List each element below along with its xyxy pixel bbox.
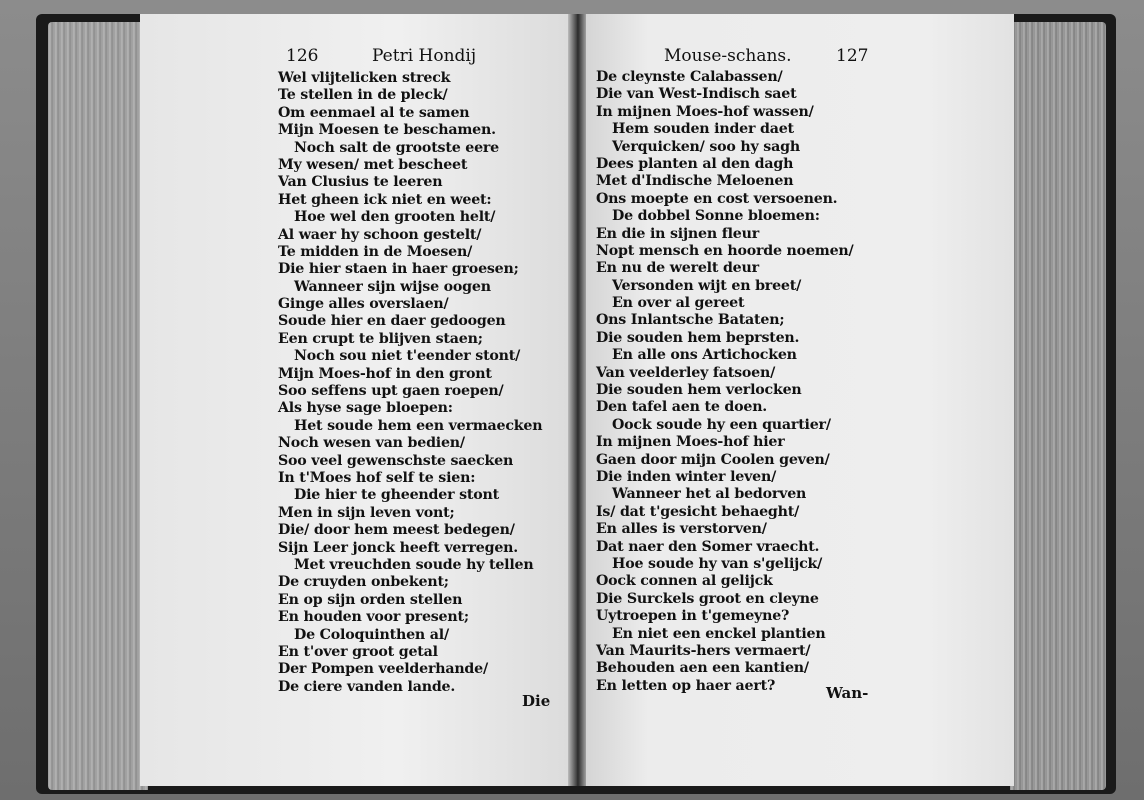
verse-line: Behouden aen een kantien/ [596, 660, 809, 677]
verse-line: Ons moepte en cost versoenen. [596, 190, 838, 207]
verse-line: En t'over groot getal [278, 643, 438, 660]
verse-line: En die in sijnen fleur [596, 225, 760, 242]
verse-line: Is/ dat t'gesicht behaeght/ [596, 503, 800, 520]
verse-line: Een crupt te blijven staen; [278, 330, 483, 347]
verse-line: De Coloquinthen al/ [294, 626, 449, 643]
left-page-number: 126 [286, 46, 319, 66]
verse-line: Als hyse sage bloepen: [278, 400, 453, 417]
verse-line: Te midden in de Moesen/ [278, 243, 473, 260]
verse-line: In mijnen Moes-hof hier [596, 434, 785, 451]
verse-line: En niet een enckel plantien [612, 625, 826, 642]
verse-line: Met d'Indische Meloenen [596, 173, 794, 190]
verse-line: En letten op haer aert? [596, 677, 776, 694]
verse-line: De dobbel Sonne bloemen: [612, 208, 820, 225]
verse-line: En houden voor present; [278, 609, 469, 626]
verse-line: Mijn Moes-hof in den gront [278, 365, 492, 382]
verse-line: Sijn Leer jonck heeft verregen. [278, 539, 518, 556]
verse-line: Mijn Moesen te beschamen. [278, 122, 496, 139]
verse-line: Der Pompen veelderhande/ [278, 661, 488, 678]
left-page-edges [48, 22, 148, 790]
verse-line: Soo veel gewenschste saecken [278, 452, 514, 469]
verse-line: Die/ door hem meest bedegen/ [278, 522, 515, 539]
verse-line: Van Clusius te leeren [278, 174, 443, 191]
verse-line: Te stellen in de pleck/ [278, 87, 448, 104]
right-verse-list [596, 69, 896, 695]
verse-line: Van veelderley fatsoen/ [596, 364, 776, 381]
verse-line: In mijnen Moes-hof wassen/ [596, 103, 814, 120]
verse-line: Uytroepen in t'gemeyne? [596, 608, 790, 625]
verse-line: Die Surckels groot en cleyne [596, 590, 819, 607]
verse-line: Het soude hem een vermaecken [294, 417, 543, 434]
verse-line: Hoe soude hy van s'gelijck/ [612, 555, 823, 572]
verse-line: Men in sijn leven vont; [278, 504, 455, 521]
verse-line: Gaen door mijn Coolen geven/ [596, 451, 830, 468]
verse-line: Die souden hem verlocken [596, 382, 802, 399]
verse-line: Die van West-Indisch saet [596, 86, 797, 103]
verse-line: En alle ons Artichocken [612, 347, 797, 364]
verse-line: Noch sou niet t'eender stont/ [294, 348, 521, 365]
verse-line: Wanneer het al bedorven [612, 486, 807, 503]
verse-line: Ginge alles overslaen/ [278, 296, 449, 313]
verse-line: Wel vlijtelicken streck [278, 70, 451, 86]
verse-line: De ciere vanden lande. [278, 678, 456, 695]
verse-line: Die souden hem beprsten. [596, 329, 800, 346]
verse-line: Noch wesen van bedien/ [278, 435, 465, 452]
right-catchword: Wan- [826, 684, 869, 702]
verse-line: En op sijn orden stellen [278, 591, 463, 608]
verse-line: Dees planten al den dagh [596, 155, 794, 172]
verse-line: Hoe wel den grooten helt/ [294, 209, 496, 226]
verse-line: Het gheen ick niet en weet: [278, 191, 492, 208]
verse-line: Dat naer den Somer vraecht. [596, 538, 820, 555]
verse-line: De cruyden onbekent; [278, 574, 449, 591]
verse-line: Met vreuchden soude hy tellen [294, 556, 534, 573]
left-catchword: Die [522, 692, 551, 710]
verse-line: My wesen/ met bescheet [278, 156, 468, 173]
verse-line: De cleynste Calabassen/ [596, 69, 783, 85]
verse-line: Van Maurits-hers vermaert/ [596, 642, 811, 659]
verse-line: Die inden winter leven/ [596, 468, 777, 485]
verse-line: Nopt mensch en hoorde noemen/ [596, 242, 854, 259]
verse-line: In t'Moes hof self te sien: [278, 469, 476, 486]
verse-line: Noch salt de grootste eere [294, 139, 500, 156]
verse-line: Al waer hy schoon gestelt/ [278, 226, 482, 243]
verse-line: Ons Inlantsche Bataten; [596, 312, 785, 329]
right-running-head: Mouse-schans. [664, 46, 792, 66]
verse-line: Versonden wijt en breet/ [612, 277, 802, 294]
verse-line: Den tafel aen te doen. [596, 399, 768, 416]
verse-line: Soo seffens upt gaen roepen/ [278, 383, 504, 400]
book-gutter [568, 14, 586, 786]
verse-line: Hem souden inder daet [612, 121, 794, 138]
verse-line: Oock soude hy een quartier/ [612, 416, 831, 433]
right-page-number: 127 [836, 46, 869, 66]
verse-line: Wanneer sijn wijse oogen [294, 278, 491, 295]
verse-line: Die hier staen in haer groesen; [278, 261, 519, 278]
verse-line: En nu de werelt deur [596, 260, 759, 277]
verse-line: Die hier te gheender stont [294, 487, 499, 504]
verse-line: Oock connen al gelijck [596, 573, 773, 590]
verse-line: Om eenmael al te samen [278, 104, 470, 121]
left-running-head: Petri Hondij [372, 46, 477, 66]
verse-line: En alles is verstorven/ [596, 521, 767, 538]
right-page-edges [1010, 22, 1106, 790]
verse-line: Verquicken/ soo hy sagh [612, 138, 800, 155]
verse-line: En over al gereet [612, 295, 745, 312]
left-verse-list [278, 70, 563, 696]
verse-line: Soude hier en daer gedoogen [278, 313, 506, 330]
